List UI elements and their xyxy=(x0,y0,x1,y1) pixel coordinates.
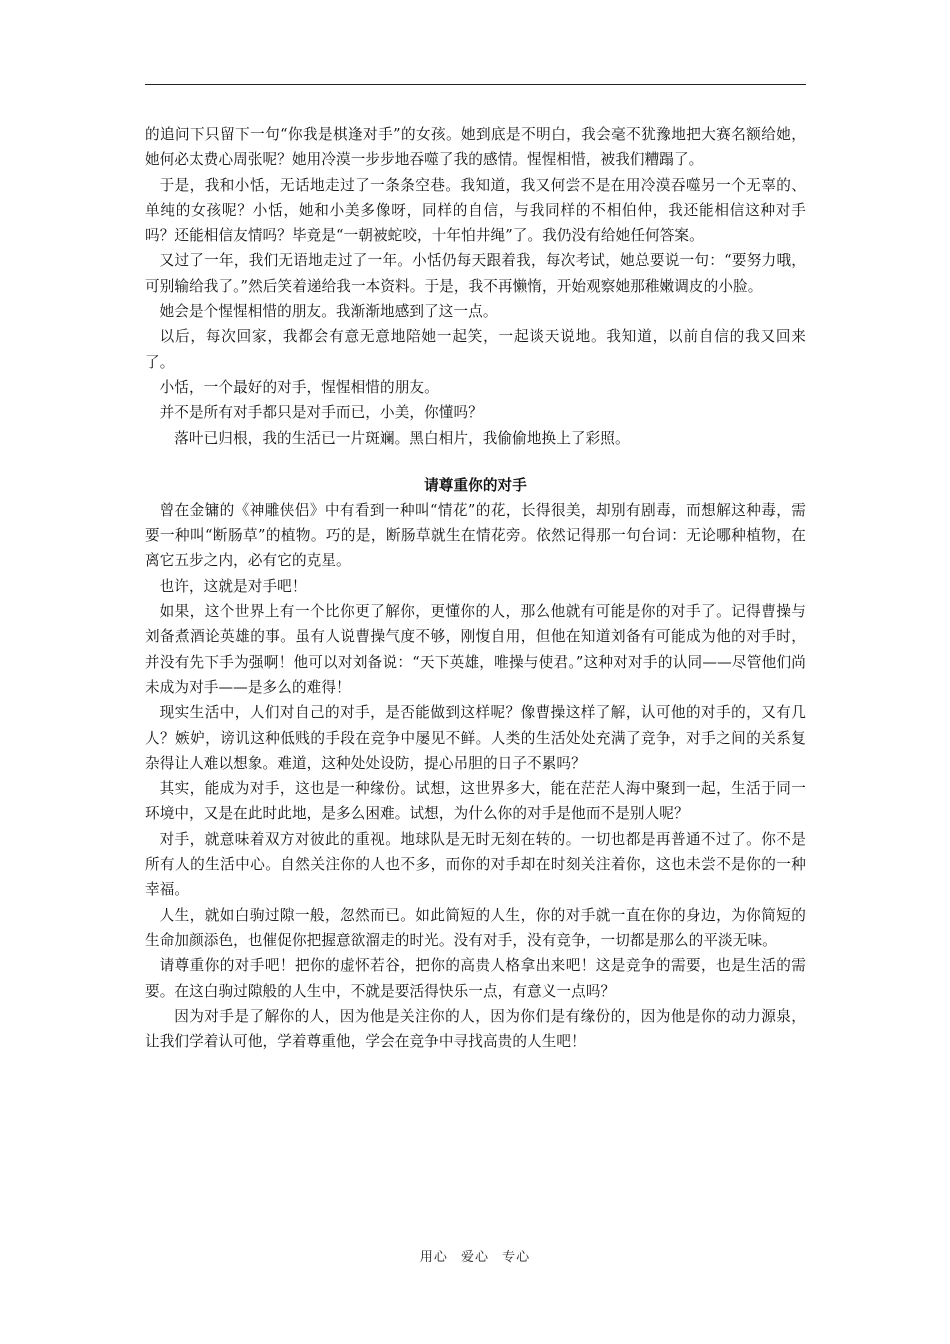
paragraph: 于是，我和小恬，无话地走过了一条条空巷。我知道，我又何尝不是在用冷漠吞噬另一个无辜的、单纯的女孩呢？小恬，她和小美多像呀，同样的自信，与我同样的不相伯仲，我还能相信这种对手吗？还能相信友情吗？毕竟是“一朝被蛇咬，十年怕井绳”了。我仍没有给她任何答案。 xyxy=(145,176,806,245)
document-body xyxy=(145,122,806,1054)
article-respect-opponent xyxy=(145,473,806,1055)
page-footer: 用心 爱心 专心 xyxy=(419,1250,531,1265)
paragraph: 现实生活中，人们对自己的对手，是否能做到这样呢？像曹操这样了解，认可他的对手的，又有几人？嫉妒，谤讥这种低贱的手段在竞争中屡见不鲜。人类的生活处处充满了竞争，对手之间的关系复杂得让人难以想象。难道，这种处处设防，提心吊胆的日子不累吗？ xyxy=(145,704,806,772)
paragraph: 也许，这就是对手吧！ xyxy=(159,577,307,595)
paragraph: 因为对手是了解你的人，因为他是关注你的人，因为你们是有缘份的，因为他是你的动力源泉，让我们学着认可他，学着尊重他，学会在竞争中寻找高贵的人生吧！ xyxy=(145,1007,806,1051)
paragraph: 小恬，一个最好的对手，惺惺相惜的朋友。 xyxy=(159,378,439,396)
paragraph: 曾在金镛的《神雕侠侣》中有看到一种叫“情花”的花，长得很美，却别有剧毒，而想解这种毒，需要一种叫“断肠草”的植物。巧的是，断肠草就生在情花旁。依然记得那一句台词：无论哪种植物，在离它五步之内，必有它的克星。 xyxy=(145,501,806,570)
paragraph: 如果，这个世界上有一个比你更了解你，更懂你的人，那么他就有可能是你的对手了。记得曹操与刘备煮酒论英雄的事。虽有人说曹操气度不够，刚愎自用，但他在知道刘备有可能成为他的对手时，并没有先下手为强啊！他可以对刘备说：“天下英雄，唯操与使君。”这种对对手的认同——尽管他们尚未成为对手——是多么的难得！ xyxy=(145,603,806,696)
paragraph: 的追问下只留下一句“你我是棋逢对手”的女孩。她到底是不明白，我会毫不犹豫地把大赛名额给她，她何必太费心周张呢？她用冷漠一步步地吞噬了我的感情。惺惺相惜，被我们糟蹋了。 xyxy=(145,126,806,169)
article-continued xyxy=(145,122,806,451)
paragraph: 对手，就意味着双方对彼此的重视。地球队是无时无刻在转的。一切也都是再普通不过了。你不是所有人的生活中心。自然关注你的人也不多，而你的对手却在时刻关注着你，这也未尝不是你的一种幸福。 xyxy=(145,830,806,899)
paragraph: 落叶已归根，我的生活已一片斑斓。黑白相片，我偷偷地换上了彩照。 xyxy=(174,429,630,447)
article-title: 请尊重你的对手 xyxy=(424,476,527,494)
header-rule xyxy=(145,84,806,85)
paragraph: 其实，能成为对手，这也是一种缘份。试想，这世界多大，能在茫茫人海中聚到一起，生活于同一环境中，又是在此时此地，是多么困难。试想，为什么你的对手是他而不是别人呢？ xyxy=(145,780,806,823)
paragraph: 又过了一年，我们无语地走过了一年。小恬仍每天跟着我，每次考试，她总要说一句：“要努力哦，可别输给我了。”然后笑着递给我一本资料。于是，我不再懒惰，开始观察她那稚嫩调皮的小脸。 xyxy=(145,252,806,295)
paragraph: 她会是个惺惺相惜的朋友。我渐渐地感到了这一点。 xyxy=(159,303,498,321)
paragraph: 并不是所有对手都只是对手而已，小美，你懂吗？ xyxy=(159,404,483,422)
paragraph: 人生，就如白驹过隙一般，忽然而已。如此简短的人生，你的对手就一直在你的身边，为你简短的生命加颜添色，也催促你把握意欲溜走的时光。没有对手，没有竞争，一切都是那么的平淡无味。 xyxy=(145,906,806,949)
paragraph: 以后，每次回家，我都会有意无意地陪她一起笑，一起谈天说地。我知道，以前自信的我又回来了。 xyxy=(145,328,806,371)
paragraph: 请尊重你的对手吧！把你的虚怀若谷，把你的高贵人格拿出来吧！这是竞争的需要，也是生活的需要。在这白驹过隙般的人生中，不就是要活得快乐一点，有意义一点吗？ xyxy=(145,957,806,1000)
